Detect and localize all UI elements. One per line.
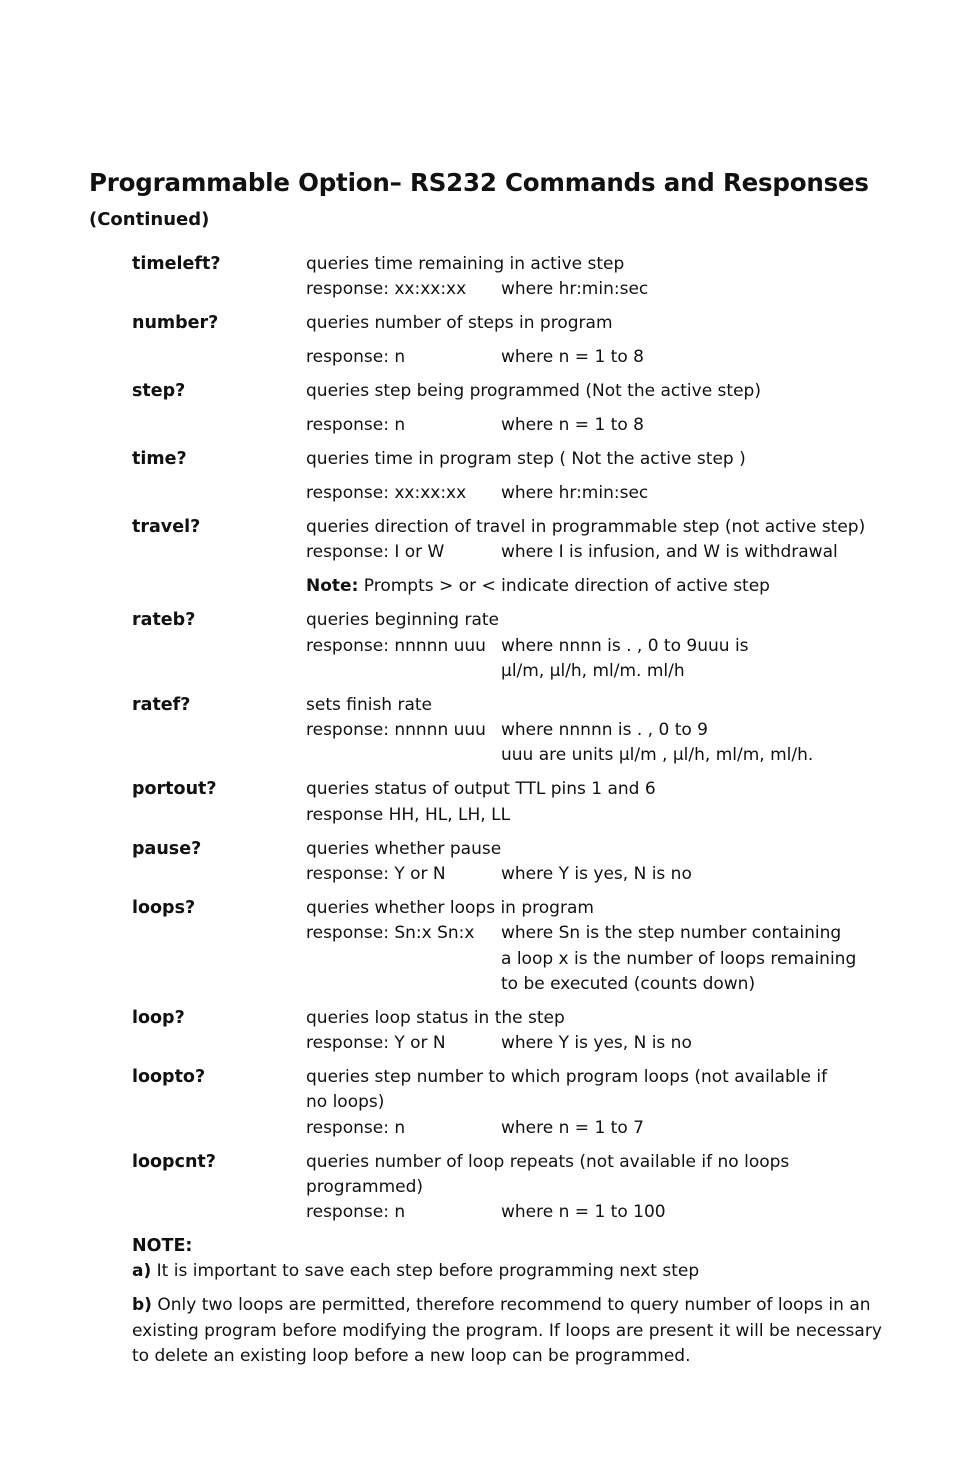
- command-description: queries whether pause: [306, 839, 502, 859]
- command-response: response: Y or N: [306, 1033, 446, 1053]
- command-name: portout?: [132, 779, 217, 799]
- command-response: response: I or W: [306, 542, 445, 562]
- travel-note: [306, 576, 770, 596]
- note-a-text: It is important to save each step before programming next step: [156, 1261, 700, 1281]
- command-description: queries loop status in the step: [306, 1008, 565, 1028]
- command-name: travel?: [132, 517, 201, 537]
- command-description-continued: programmed): [306, 1177, 424, 1197]
- command-response: response: xx:xx:xx: [306, 279, 467, 299]
- command-where: where hr:min:sec: [501, 483, 649, 503]
- command-response: response: Sn:x Sn:x: [306, 923, 475, 943]
- travel-note-label: Note:: [306, 576, 359, 596]
- command-where-continued: µl/m, µl/h, ml/m. ml/h: [501, 661, 685, 681]
- command-where: where Sn is the step number containing: [501, 923, 842, 943]
- command-description: queries whether loops in program: [306, 898, 594, 918]
- command-where: where n = 1 to 8: [501, 415, 644, 435]
- command-name: loops?: [132, 898, 196, 918]
- command-description: queries time remaining in active step: [306, 254, 625, 274]
- command-where: where n = 1 to 7: [501, 1118, 644, 1138]
- command-response: response: n: [306, 415, 406, 435]
- command-response: response: nnnnn uuu: [306, 720, 486, 740]
- command-description: queries time in program step ( Not the active step ): [306, 449, 746, 469]
- command-description: queries beginning rate: [306, 610, 499, 630]
- command-name: number?: [132, 313, 219, 333]
- command-description: queries step being programmed (Not the active step): [306, 381, 761, 401]
- command-where: where nnnnn is . , 0 to 9: [501, 720, 708, 740]
- command-name: timeleft?: [132, 254, 221, 274]
- command-name: time?: [132, 449, 187, 469]
- travel-note-text: Prompts > or < indicate direction of active step: [363, 576, 770, 596]
- command-name: step?: [132, 381, 186, 401]
- command-description: queries status of output TTL pins 1 and 6: [306, 779, 656, 799]
- command-description-continued: no loops): [306, 1092, 385, 1112]
- note-b-text: Only two loops are permitted, therefore recommend to query number of loops in an: [157, 1295, 871, 1315]
- command-description: queries step number to which program loops (not available if: [306, 1067, 828, 1087]
- command-description: queries number of loop repeats (not available if no loops: [306, 1152, 790, 1172]
- page-title: Programmable Option– RS232 Commands and Responses: [89, 168, 869, 197]
- command-description: sets finish rate: [306, 695, 433, 715]
- command-description: queries direction of travel in programmable step (not active step): [306, 517, 866, 537]
- command-where: where I is infusion, and W is withdrawal: [501, 542, 838, 562]
- note-b: [132, 1295, 871, 1315]
- command-response: response: nnnnn uuu: [306, 636, 486, 656]
- note-a-label: a): [132, 1261, 152, 1281]
- note-b-continued: to delete an existing loop before a new loop can be programmed.: [132, 1346, 691, 1366]
- command-where-continued: uuu are units µl/m , µl/h, ml/m, ml/h.: [501, 745, 814, 765]
- command-where: where Y is yes, N is no: [501, 1033, 692, 1053]
- command-name: rateb?: [132, 610, 196, 630]
- command-where: where n = 1 to 100: [501, 1202, 666, 1222]
- command-response: response: xx:xx:xx: [306, 483, 467, 503]
- note-b-label: b): [132, 1295, 152, 1315]
- command-where-continued: to be executed (counts down): [501, 974, 756, 994]
- command-response: response: n: [306, 347, 406, 367]
- note-heading: NOTE:: [132, 1236, 193, 1256]
- page-subtitle: (Continued): [89, 209, 210, 230]
- note-a: [132, 1261, 699, 1281]
- command-response: response HH, HL, LH, LL: [306, 805, 511, 825]
- command-description: queries number of steps in program: [306, 313, 613, 333]
- command-response: response: Y or N: [306, 864, 446, 884]
- command-name: ratef?: [132, 695, 191, 715]
- command-where: where hr:min:sec: [501, 279, 649, 299]
- command-name: loop?: [132, 1008, 185, 1028]
- command-name: pause?: [132, 839, 202, 859]
- command-name: loopto?: [132, 1067, 206, 1087]
- command-where-continued: a loop x is the number of loops remaining: [501, 949, 857, 969]
- note-b-continued: existing program before modifying the program. If loops are present it will be necessary: [132, 1321, 882, 1341]
- command-response: response: n: [306, 1202, 406, 1222]
- command-where: where Y is yes, N is no: [501, 864, 692, 884]
- command-response: response: n: [306, 1118, 406, 1138]
- command-where: where nnnn is . , 0 to 9uuu is: [501, 636, 749, 656]
- command-name: loopcnt?: [132, 1152, 216, 1172]
- command-where: where n = 1 to 8: [501, 347, 644, 367]
